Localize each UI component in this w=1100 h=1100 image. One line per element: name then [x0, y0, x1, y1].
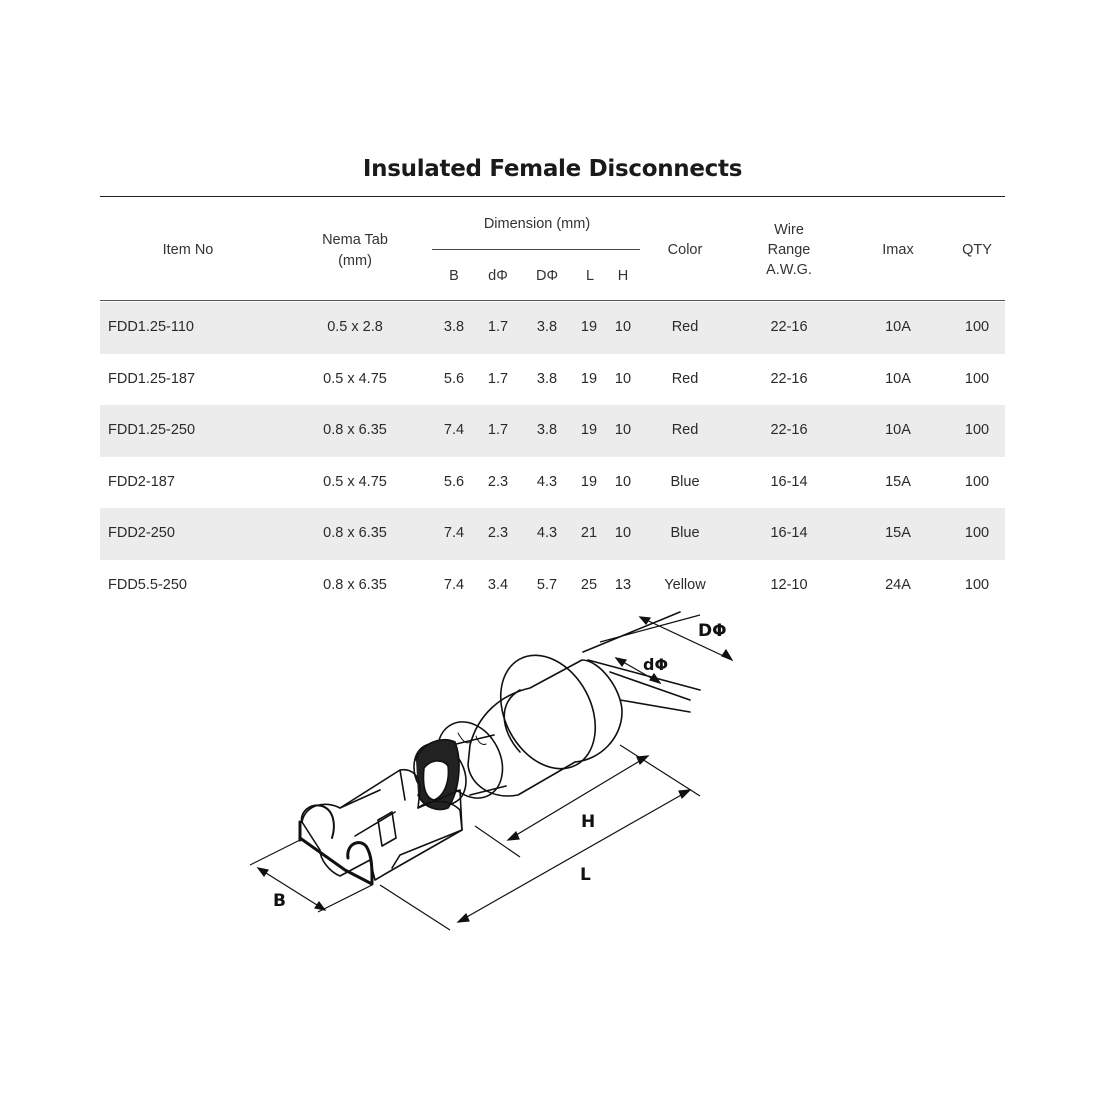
cell-item-no: FDD2-250: [108, 525, 175, 541]
cell-imax: 24A: [885, 576, 911, 593]
cell-item-no: FDD5.5-250: [108, 576, 187, 593]
cell-wire-range: 22-16: [770, 319, 808, 335]
cell-dim-b: 7.4: [443, 422, 465, 438]
table-row: [100, 354, 1005, 406]
cell-dim-b: 7.4: [443, 525, 465, 541]
cell-wire-range: 16-14: [770, 473, 808, 490]
table-title: Insulated Female Disconnects: [362, 156, 743, 182]
label-D-phi: DΦ: [698, 621, 727, 641]
cell-color: Blue: [670, 473, 700, 490]
header-dim-l: L: [585, 268, 595, 284]
cell-dim-d-small: 1.7: [487, 319, 509, 335]
cell-dim-d-small: 2.3: [487, 525, 509, 541]
cell-nema-tab: 0.5 x 4.75: [323, 370, 387, 387]
cell-wire-range: 16-14: [770, 525, 808, 541]
cell-dim-d-small: 1.7: [487, 422, 509, 438]
table-body: [100, 302, 1005, 611]
cell-nema-tab: 0.5 x 4.75: [323, 473, 387, 490]
header-dim-b: B: [449, 268, 459, 284]
cell-dim-h: 13: [614, 576, 632, 593]
top-rule: [100, 196, 1005, 197]
header-imax: Imax: [882, 242, 914, 258]
cell-qty: 100: [964, 525, 990, 541]
header-dim-d-large: DΦ: [535, 268, 559, 284]
cell-nema-tab: 0.8 x 6.35: [323, 576, 387, 593]
table-row: [100, 302, 1005, 354]
cell-nema-tab: 0.8 x 6.35: [323, 525, 387, 541]
label-L: L: [580, 865, 591, 885]
header-color: Color: [667, 242, 703, 258]
cell-imax: 15A: [885, 525, 911, 541]
cell-dim-l: 25: [580, 576, 598, 593]
cell-color: Yellow: [664, 576, 706, 593]
label-H: H: [581, 812, 596, 832]
cell-dim-l: 19: [580, 473, 598, 490]
cell-dim-d-large: 3.8: [536, 319, 558, 335]
cell-dim-h: 10: [614, 319, 632, 335]
cell-dim-l: 19: [580, 319, 598, 335]
header-nema-tab-unit: (mm): [338, 253, 372, 269]
cell-dim-b: 7.4: [443, 576, 465, 593]
cell-dim-d-small: 1.7: [487, 370, 509, 387]
cell-dim-l: 19: [580, 370, 598, 387]
header-qty: QTY: [962, 242, 992, 258]
header-dim-d-small: dΦ: [488, 268, 508, 284]
cell-dim-l: 19: [580, 422, 598, 438]
cell-dim-d-large: 5.7: [536, 576, 558, 593]
label-B: B: [273, 891, 286, 911]
cell-dim-d-large: 3.8: [536, 422, 558, 438]
header-dim-h: H: [617, 268, 629, 284]
cell-dim-d-small: 3.4: [487, 576, 509, 593]
cell-qty: 100: [964, 319, 990, 335]
cell-dim-b: 3.8: [443, 319, 465, 335]
cell-item-no: FDD2-187: [108, 473, 175, 490]
cell-nema-tab: 0.8 x 6.35: [323, 422, 387, 438]
cell-dim-d-large: 4.3: [536, 473, 558, 490]
cell-item-no: FDD1.25-187: [108, 370, 196, 387]
table-row: [100, 457, 1005, 509]
cell-dim-l: 21: [580, 525, 598, 541]
cell-color: Red: [671, 422, 699, 438]
cell-wire-range: 22-16: [770, 422, 808, 438]
cell-dim-h: 10: [614, 422, 632, 438]
table-row: [100, 508, 1005, 560]
cell-imax: 10A: [885, 422, 911, 438]
cell-dim-h: 10: [614, 473, 632, 490]
header-wire-2: Range: [767, 242, 811, 258]
header-wire-3: A.W.G.: [766, 262, 812, 278]
label-d-phi: dΦ: [643, 655, 669, 674]
cell-dim-d-large: 3.8: [536, 370, 558, 387]
dimension-divider: [432, 249, 640, 250]
cell-wire-range: 22-16: [770, 370, 808, 387]
cell-wire-range: 12-10: [770, 576, 808, 593]
cell-item-no: FDD1.25-250: [108, 422, 196, 438]
table-row: [100, 405, 1005, 457]
cell-color: Blue: [670, 525, 700, 541]
cell-qty: 100: [964, 473, 990, 490]
header-dimension: Dimension (mm): [483, 216, 591, 232]
cell-qty: 100: [964, 422, 990, 438]
cell-nema-tab: 0.5 x 2.8: [327, 319, 383, 335]
cell-qty: 100: [964, 576, 990, 593]
cell-dim-d-small: 2.3: [487, 473, 509, 490]
cell-dim-h: 10: [614, 525, 632, 541]
header-rule: [100, 300, 1005, 301]
header-item-no: Item No: [162, 242, 214, 258]
cell-qty: 100: [964, 370, 990, 387]
header-wire-1: Wire: [774, 222, 804, 238]
cell-item-no: FDD1.25-110: [108, 319, 194, 335]
terminal-diagram: [240, 600, 760, 945]
cell-dim-b: 5.6: [443, 473, 465, 490]
cell-dim-b: 5.6: [443, 370, 465, 387]
cell-imax: 10A: [885, 319, 911, 335]
cell-dim-h: 10: [614, 370, 632, 387]
cell-imax: 15A: [885, 473, 911, 490]
cell-color: Red: [671, 319, 699, 335]
cell-dim-d-large: 4.3: [536, 525, 558, 541]
header-nema-tab: Nema Tab: [322, 232, 388, 248]
cell-imax: 10A: [885, 370, 911, 387]
cell-color: Red: [671, 370, 699, 387]
